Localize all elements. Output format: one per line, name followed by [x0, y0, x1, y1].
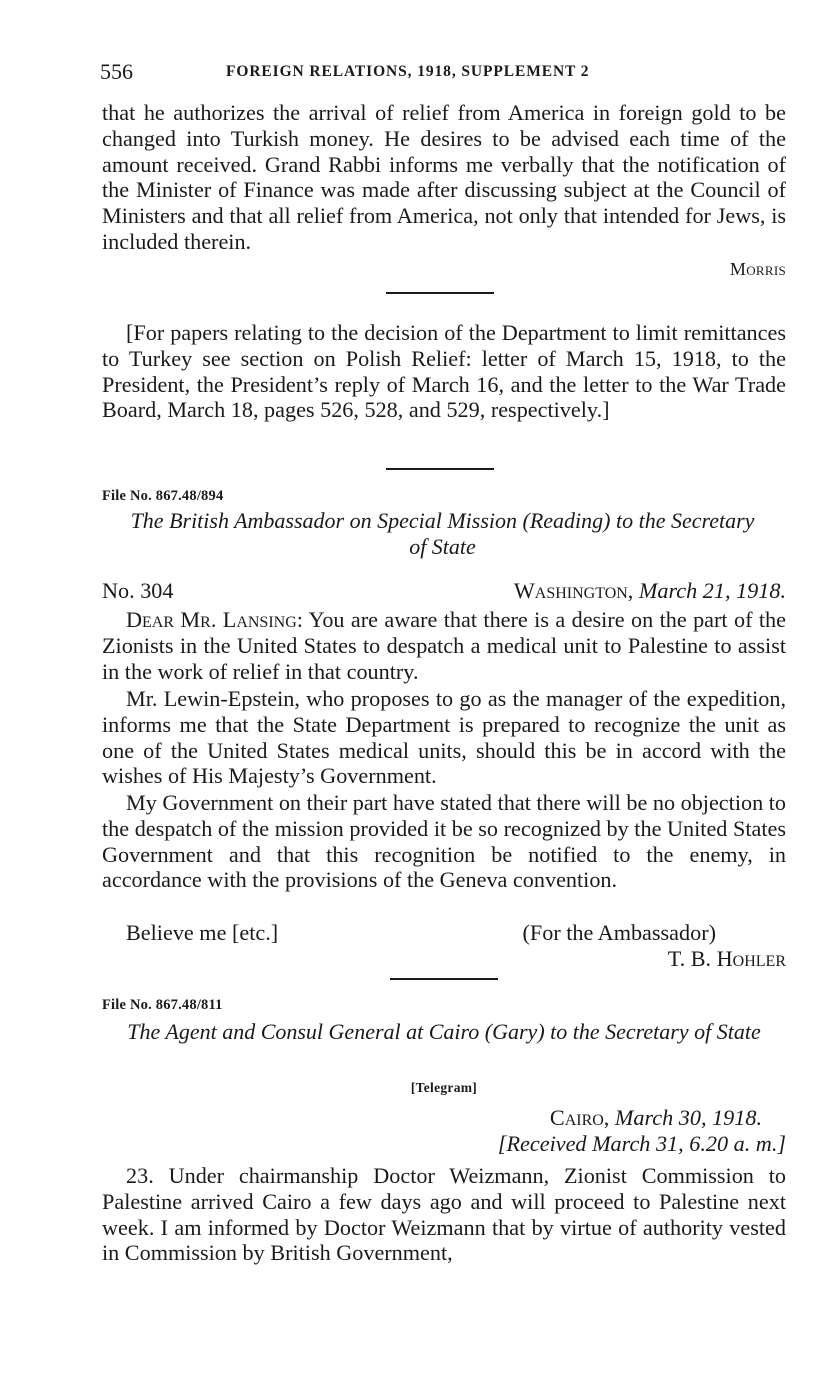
file-number: File No. 867.48/894 [102, 488, 224, 504]
section-divider [390, 978, 498, 980]
letter-signature: T. B. Hohler [667, 946, 786, 971]
letter-paragraph: Mr. Lewin-Epstein, who proposes to go as the manager of the expedition, informs me that the State Department is prepared to recognize the unit as one of the United States medical units, should this be in accord with the wishes of His Majesty’s Government. [102, 686, 786, 789]
letter-paragraph-text: You are aware that there is a desire on the part of the Zionists in the United States to despatch a medical unit to Palestine to assist in the work of relief in that country. [102, 607, 786, 684]
editorial-note: [For papers relating to the decision of the Department to limit remittances to Turkey see section on Polish Relief: letter of March 15, 1918, to the President, the President’s reply of March 16, and the letter to the War Trade Board, March 18, pages 526, 528, and 529, respectively.] [102, 320, 786, 423]
dateline-date: March 30, 1918. [614, 1105, 762, 1130]
dateline-place: Cairo, [549, 1105, 610, 1130]
place-date [514, 578, 786, 604]
dateline [102, 578, 786, 604]
letter-paragraph: My Government on their part have stated that there will be no objection to the despatch of the mission provided it be so recognized by the United States Government and that this recognition be notified to the enemy, in accordance with the provisions of the Geneva convention. [102, 790, 786, 893]
salutation: Dear Mr. Lansing: [126, 607, 303, 632]
telegram-label: [Telegram] [410, 1080, 478, 1095]
file-number: File No. 867.48/811 [102, 997, 223, 1013]
for-ambassador: (For the Ambassador) [522, 920, 716, 945]
dateline-date: March 21, 1918. [638, 578, 786, 603]
section-divider [386, 292, 494, 294]
document-number: No. 304 [102, 578, 174, 603]
dateline-place: Washington, [513, 578, 634, 603]
document-title: The British Ambassador on Special Mission (Reading) to the Secretary of State [130, 508, 755, 559]
running-head: FOREIGN RELATIONS, 1918, SUPPLEMENT 2 [226, 63, 590, 80]
page-number: 556 [100, 59, 133, 84]
letter-paragraph [102, 607, 786, 684]
section-divider [386, 468, 494, 470]
document-title: The Agent and Consul General at Cairo (Gary) to the Secretary of State [127, 1019, 761, 1044]
received-line: [Received March 31, 6.20 a. m.] [497, 1131, 786, 1156]
closing-line [102, 920, 786, 946]
dateline [102, 1105, 786, 1131]
closing: Believe me [etc.] [126, 920, 279, 945]
page-header [100, 58, 790, 90]
telegram-paragraph: 23. Under chairmanship Doctor Weizmann, Zionist Commission to Palestine arrived Cairo a few days ago and will proceed to Palestine next week. I am informed by Doctor Weizmann that by virtue of authority vested in Commission by British Government, [102, 1163, 786, 1266]
continuation-paragraph: that he authorizes the arrival of relief from America in foreign gold to be changed into Turkish money. He desires to be advised each time of the amount received. Grand Rabbi informs me verbally that the notification of the Minister of Finance was made after discussing subject at the Council of Ministers and that all relief from America, not only that intended for Jews, is included therein. [102, 100, 786, 254]
continuation-signature: Morris [729, 259, 786, 279]
